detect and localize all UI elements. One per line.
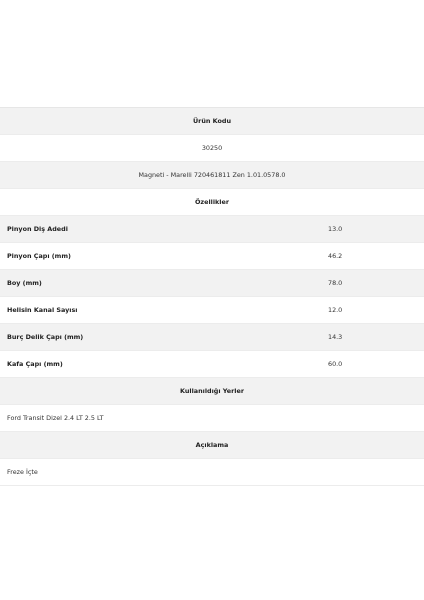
feature-row-helix-channels <box>0 297 424 324</box>
feature-value: 13.0 <box>328 225 343 233</box>
usage-row <box>0 405 424 432</box>
feature-row-length <box>0 270 424 297</box>
feature-row-bushing-bore <box>0 324 424 351</box>
usage-header: Kullanıldığı Yerler <box>180 387 244 395</box>
product-code-header: Ürün Kodu <box>192 117 232 125</box>
feature-row-pinion-diameter <box>0 243 424 270</box>
feature-label: Helisin Kanal Sayısı <box>7 306 78 314</box>
feature-value: 46.2 <box>328 252 343 260</box>
product-code-value: 30250 <box>201 144 223 152</box>
feature-label: Boy (mm) <box>7 279 42 287</box>
feature-label: Pinyon Çapı (mm) <box>7 252 71 260</box>
feature-row-pinion-teeth <box>0 216 424 243</box>
features-header-row <box>0 189 424 216</box>
feature-row-head-diameter <box>0 351 424 378</box>
feature-value: 60.0 <box>328 360 343 368</box>
feature-value: 14.3 <box>328 333 343 341</box>
feature-label: Burç Delik Çapı (mm) <box>7 333 84 341</box>
product-code-row <box>0 135 424 162</box>
description-text: Freze İçte <box>7 468 38 476</box>
oem-code-row <box>0 162 424 189</box>
feature-value: 78.0 <box>328 279 343 287</box>
features-header: Özellikler <box>195 198 229 206</box>
feature-value: 12.0 <box>328 306 343 314</box>
usage-text: Ford Transit Dizel 2.4 LT 2.5 LT <box>7 414 104 422</box>
description-header-row <box>0 432 424 459</box>
product-code-header-row <box>0 108 424 135</box>
feature-label: Pinyon Diş Adedi <box>7 225 68 233</box>
spec-table <box>0 107 424 486</box>
description-header: Açıklama <box>195 441 229 449</box>
usage-header-row <box>0 378 424 405</box>
description-row <box>0 459 424 486</box>
feature-label: Kafa Çapı (mm) <box>7 360 63 368</box>
oem-code-value: Magneti - Marelli 720461811 Zen 1.01.0578.0 <box>138 171 286 179</box>
